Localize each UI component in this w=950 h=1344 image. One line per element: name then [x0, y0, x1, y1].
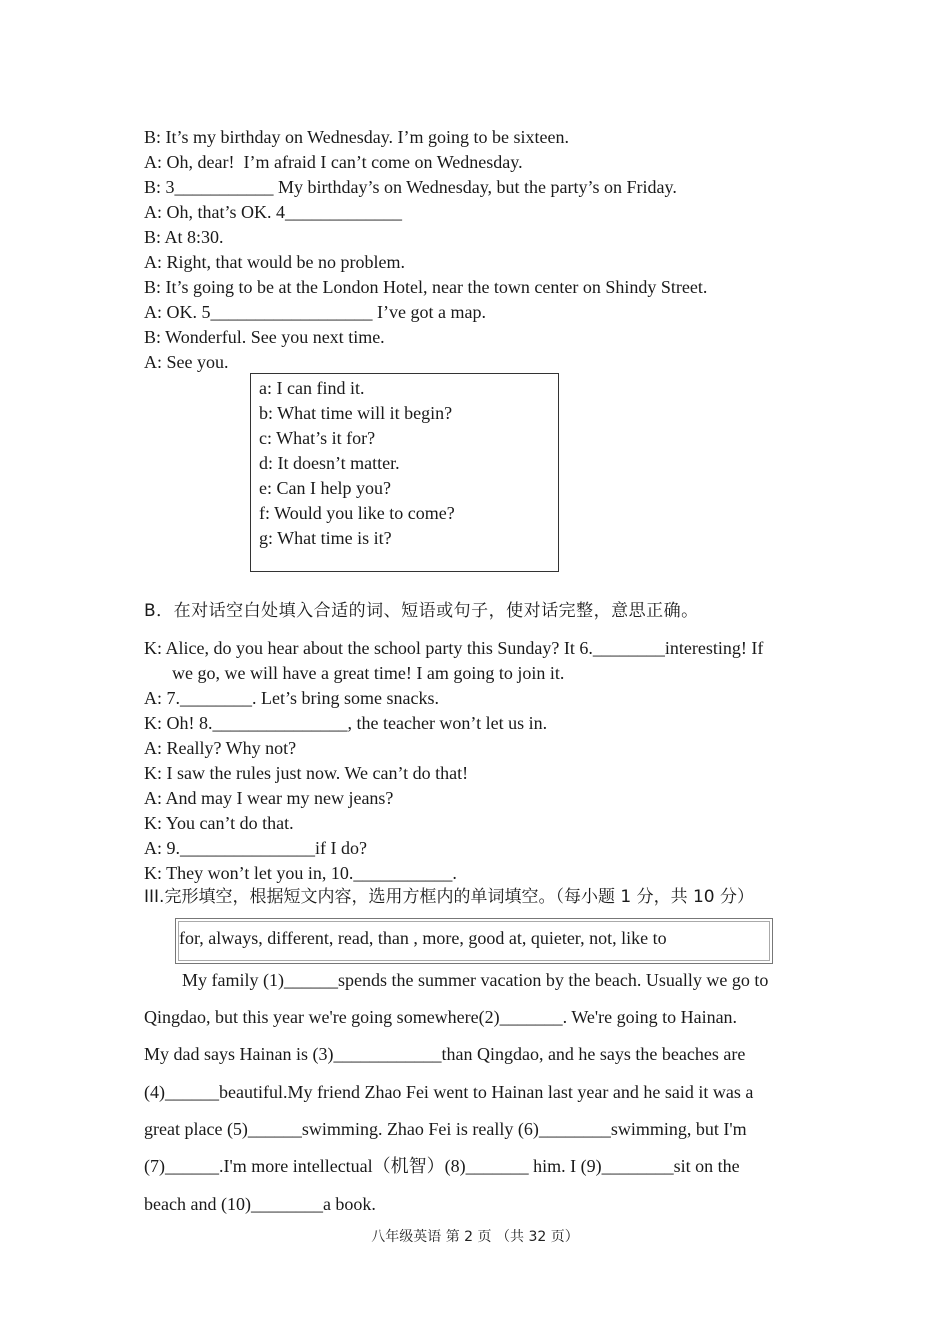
passage-line: Qingdao, but this year we're going somewhere(2)_______. We're going to Hainan. — [144, 1007, 738, 1027]
section-b-title: B．在对话空白处填入合适的词、短语或句子，使对话完整，意思正确。 — [144, 601, 699, 621]
dialogue-line: A: See you. — [144, 352, 229, 372]
option-item: c: What’s it for? — [259, 428, 376, 448]
dialogue-line: A: And may I wear my new jeans? — [144, 788, 394, 808]
dialogue-line: we go, we will have a great time! I am going to join it. — [172, 663, 565, 683]
dialogue-line: A: Right, that would be no problem. — [144, 252, 405, 272]
passage-line: My dad says Hainan is (3)____________than Qingdao, and he says the beaches are — [144, 1044, 746, 1064]
passage-line: beach and (10)________a book. — [144, 1194, 376, 1214]
dialogue-line: K: Oh! 8._______________, the teacher won’t let us in. — [144, 713, 548, 733]
dialogue-line: B: Wonderful. See you next time. — [144, 327, 385, 347]
option-item: e: Can I help you? — [259, 478, 391, 498]
section-iii-title: III.完形填空，根据短文内容，选用方框内的单词填空。（每小题 1 分，共 10 分） — [144, 887, 755, 907]
passage-line: (4)______beautiful.My friend Zhao Fei went to Hainan last year and he said it was a — [144, 1082, 754, 1102]
dialogue-line: A: 7.________. Let’s bring some snacks. — [144, 688, 439, 708]
option-item: d: It doesn’t matter. — [259, 453, 400, 473]
dialogue-line: A: Really? Why not? — [144, 738, 297, 758]
dialogue-line: B: It’s my birthday on Wednesday. I’m going to be sixteen. — [144, 127, 569, 147]
option-item: f: Would you like to come? — [259, 503, 455, 523]
passage-line: great place (5)______swimming. Zhao Fei is really (6)________swimming, but I'm — [144, 1119, 747, 1139]
dialogue-line: B: 3___________ My birthday’s on Wednesday, but the party’s on Friday. — [144, 177, 677, 197]
option-item: a: I can find it. — [259, 378, 365, 398]
dialogue-line: K: They won’t let you in, 10.___________. — [144, 863, 457, 883]
dialogue-line: K: Alice, do you hear about the school party this Sunday? It 6.________interesting! If — [144, 638, 764, 658]
dialogue-line: B: It’s going to be at the London Hotel, near the town center on Shindy Street. — [144, 277, 708, 297]
dialogue-line: K: You can’t do that. — [144, 813, 294, 833]
word-box-text: for, always, different, read, than , more, good at, quieter, not, like to — [179, 928, 667, 948]
dialogue-line: A: OK. 5__________________ I’ve got a map. — [144, 302, 486, 322]
options-box — [250, 373, 559, 572]
page-footer: 八年级英语 第 2 页 （共 32 页） — [371, 1229, 579, 1245]
dialogue-line: A: Oh, dear! I’m afraid I can’t come on Wednesday. — [144, 152, 523, 172]
word-box — [175, 918, 773, 964]
dialogue-line: A: 9._______________if I do? — [144, 838, 367, 858]
option-item: g: What time is it? — [259, 528, 392, 548]
dialogue-line: K: I saw the rules just now. We can’t do that! — [144, 763, 469, 783]
passage-line: (7)______.I'm more intellectual（机智）(8)_______ him. I (9)________sit on the — [144, 1156, 740, 1176]
option-item: b: What time will it begin? — [259, 403, 453, 423]
passage-line: My family (1)______spends the summer vacation by the beach. Usually we go to — [182, 970, 769, 990]
dialogue-line: B: At 8:30. — [144, 227, 224, 247]
dialogue-line: A: Oh, that’s OK. 4_____________ — [144, 202, 402, 222]
